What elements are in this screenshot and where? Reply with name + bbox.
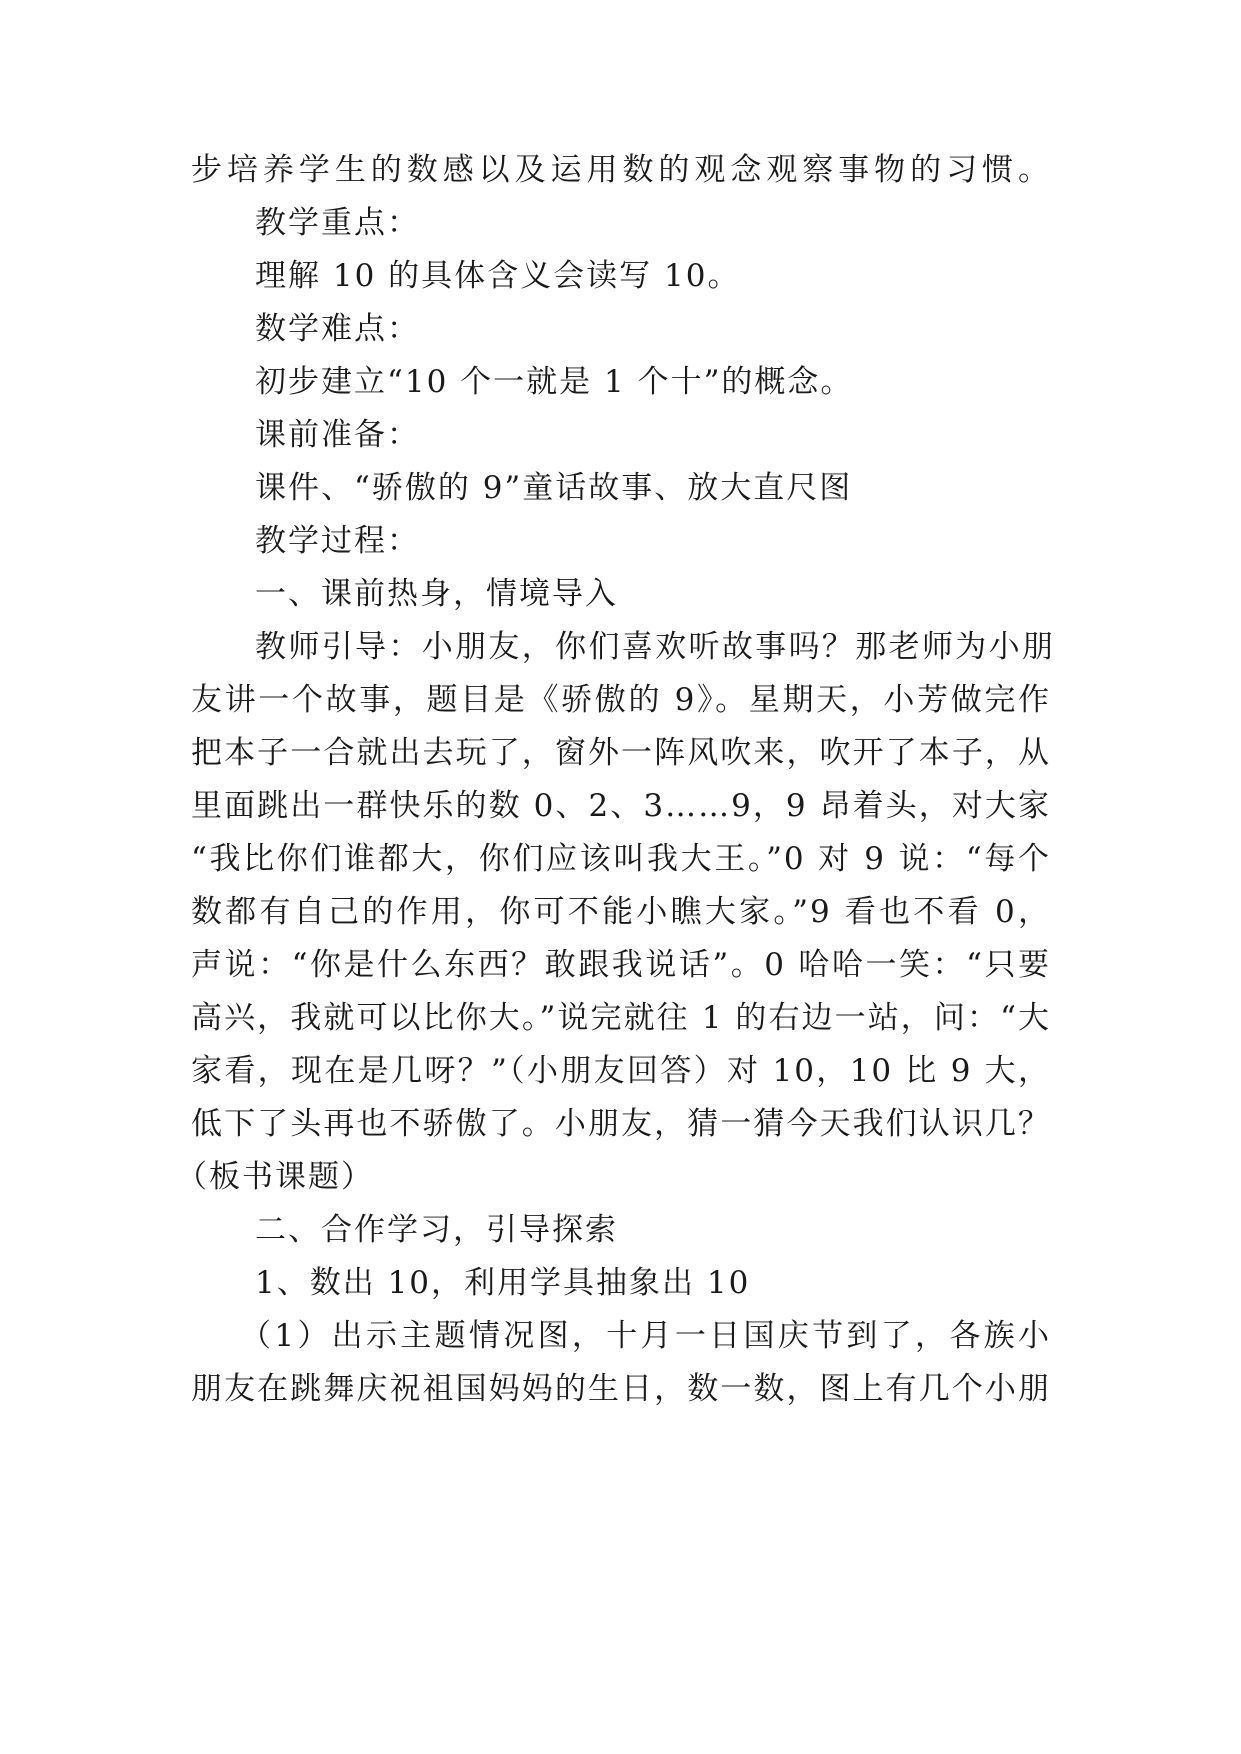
paragraph-line: 数都有自己的作用，你可不能小瞧大家。”9 看也不看 0，	[191, 894, 1051, 930]
paragraph-line: 初步建立“10 个一就是 1 个十”的概念。	[255, 364, 854, 400]
paragraph-line: 家看，现在是几呀？”（小朋友回答）对 10，10 比 9 大，	[191, 1053, 1051, 1089]
paragraph-line: 朋友在跳舞庆祝祖国妈妈的生日，数一数，图上有几个小朋	[191, 1371, 1051, 1407]
paragraph-line: 教师引导：小朋友，你们喜欢听故事吗？那老师为小朋	[255, 629, 1055, 665]
paragraph-line: “我比你们谁都大，你们应该叫我大王。”0 对 9 说：“每个	[191, 841, 1051, 877]
section-heading: 教学过程：	[255, 523, 420, 559]
paragraph-line: 高兴，我就可以比你大。”说完就往 1 的右边一站，问：“大	[191, 1000, 1051, 1036]
paragraph-line: （1）出示主题情况图，十月一日国庆节到了，各族小	[240, 1318, 1051, 1354]
paragraph-line: 低下了头再也不骄傲了。小朋友，猜一猜今天我们认识几？	[191, 1106, 1051, 1142]
paragraph-line: 理解 10 的具体含义会读写 10。	[255, 258, 741, 294]
paragraph-line: 里面跳出一群快乐的数 0、2、3……9，9 昂着头，对大家	[191, 788, 1051, 824]
section-heading: 1、数出 10，利用学具抽象出 10	[255, 1265, 751, 1301]
paragraph-line: 把本子一合就出去玩了，窗外一阵风吹来，吹开了本子，从	[191, 735, 1051, 771]
section-heading: 课前准备：	[255, 417, 420, 453]
paragraph-line: 课件、“骄傲的 9”童话故事、放大直尺图	[255, 470, 853, 506]
paragraph-line: 友讲一个故事，题目是《骄傲的 9》。星期天，小芳做完作	[191, 682, 1051, 718]
section-heading: 数学难点：	[255, 311, 420, 347]
section-heading: 教学重点：	[255, 205, 420, 241]
section-heading: 二、合作学习，引导探索	[255, 1212, 618, 1248]
paragraph-line: （板书课题）	[176, 1159, 374, 1195]
paragraph-line: 步培养学生的数感以及运用数的观念观察事物的习惯。	[191, 152, 1051, 188]
paragraph-line: 声说：“你是什么东西？敢跟我说话”。0 哈哈一笑：“只要	[191, 947, 1051, 983]
section-heading: 一、课前热身，情境导入	[255, 576, 618, 612]
